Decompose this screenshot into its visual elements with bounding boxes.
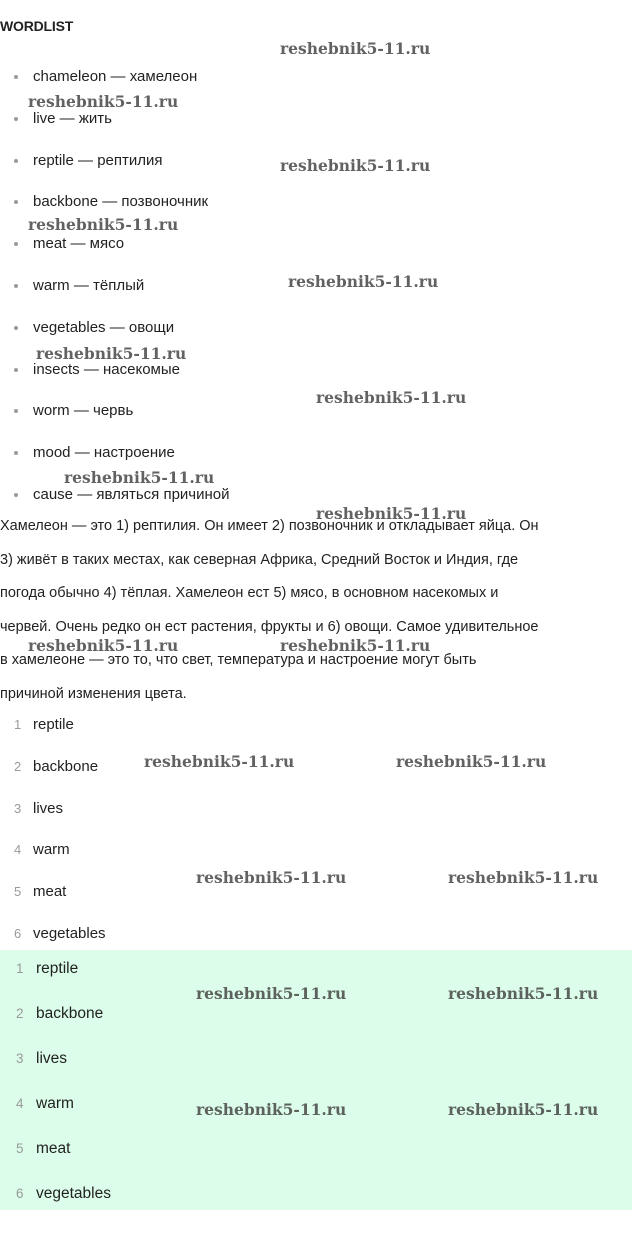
answer-text: lives [33, 799, 64, 817]
bullet-icon [14, 200, 18, 204]
watermark: reshebnik5-11.ru [280, 156, 431, 175]
answer-text: reptile [36, 960, 79, 977]
paragraph-line: погода обычно 4) тёплая. Хамелеон ест 5) мясо, в основном насекомых и [0, 585, 499, 602]
answer-number: 6 [16, 1186, 24, 1201]
watermark: reshebnik5-11.ru [396, 752, 547, 771]
watermark: reshebnik5-11.ru [28, 215, 179, 234]
answer-number: 1 [16, 961, 24, 976]
bullet-icon [14, 75, 18, 79]
answer-item [0, 705, 106, 747]
bullet-icon [14, 368, 18, 372]
bullet-icon [14, 242, 18, 246]
answer-text: warm [36, 1095, 74, 1112]
watermark: reshebnik5-11.ru [196, 868, 347, 887]
answer-item [0, 830, 106, 872]
answer-text: backbone [36, 1005, 104, 1022]
answer-text: vegetables [33, 924, 106, 942]
paragraph-line: червей. Очень редко он ест растения, фрукты и 6) овощи. Самое удивительное [0, 618, 539, 635]
translation-paragraph [0, 510, 632, 712]
answer-number: 1 [14, 717, 22, 732]
bullet-icon [14, 326, 18, 330]
paragraph-line: в хамелеоне — это то, что свет, температура и настроение могут быть [0, 652, 477, 669]
answer-item [0, 995, 111, 1040]
watermark: reshebnik5-11.ru [196, 1100, 347, 1119]
paragraph-line: причиной изменения цвета. [0, 685, 187, 702]
answer-item [0, 1175, 111, 1220]
answer-text: warm [33, 841, 70, 859]
bullet-icon [14, 409, 18, 413]
list-item [0, 271, 230, 313]
answer-text: meat [33, 883, 67, 901]
answer-item [0, 789, 106, 831]
bullet-icon [14, 493, 18, 497]
bullet-icon [14, 451, 18, 455]
watermark: reshebnik5-11.ru [36, 344, 187, 363]
list-item-text: warm — тёплый [33, 276, 145, 294]
watermark: reshebnik5-11.ru [144, 752, 295, 771]
list-item-text: reptile — рептилия [33, 151, 163, 169]
answer-number: 3 [14, 800, 22, 816]
page-title: WORDLIST [0, 18, 74, 34]
list-item-text: worm — червь [33, 402, 134, 420]
answer-number: 5 [16, 1141, 24, 1156]
paragraph-line: 3) живёт в таких местах, как северная Африка, Средний Восток и Индия, где [0, 551, 519, 568]
answer-number: 3 [16, 1051, 24, 1066]
list-item [0, 229, 230, 271]
answer-item [0, 1040, 111, 1085]
watermark: reshebnik5-11.ru [196, 984, 347, 1003]
answer-number: 5 [14, 884, 22, 900]
answer-number: 4 [16, 1096, 24, 1111]
answer-number: 6 [14, 925, 22, 941]
answer-item [0, 1130, 111, 1175]
watermark: reshebnik5-11.ru [448, 1100, 599, 1119]
answer-text: meat [36, 1140, 71, 1157]
paragraph-line: Хамелеон — это 1) рептилия. Он имеет 2) позвоночник и откладывает яйца. Он [0, 518, 539, 534]
watermark: reshebnik5-11.ru [316, 504, 467, 523]
answer-text: backbone [33, 757, 99, 775]
list-item-text: insects — насекомые [33, 360, 180, 378]
watermark: reshebnik5-11.ru [448, 984, 599, 1003]
highlighted-answer-list [0, 950, 111, 1220]
answer-item [0, 1085, 111, 1130]
list-item [0, 396, 230, 438]
answer-number: 4 [14, 842, 22, 858]
answer-text: vegetables [36, 1185, 111, 1202]
list-item-text: backbone — позвоночник [33, 193, 209, 211]
list-item-text: live — жить [33, 109, 112, 127]
bullet-icon [14, 284, 18, 288]
list-item [0, 146, 230, 188]
answer-item [0, 872, 106, 914]
watermark: reshebnik5-11.ru [28, 92, 179, 111]
watermark: reshebnik5-11.ru [448, 868, 599, 887]
watermark: reshebnik5-11.ru [28, 636, 179, 655]
list-item-text: mood — настроение [33, 444, 175, 462]
watermark: reshebnik5-11.ru [280, 39, 431, 58]
answer-item [0, 950, 111, 995]
list-item-text: meat — мясо [33, 235, 125, 253]
answer-item [0, 747, 106, 789]
bullet-icon [14, 117, 18, 121]
wordlist [0, 62, 230, 522]
watermark: reshebnik5-11.ru [64, 468, 215, 487]
answer-list [0, 705, 106, 956]
list-item-text: cause — являться причиной [33, 485, 230, 503]
list-item-text: chameleon — хамелеон [33, 68, 198, 85]
answer-number: 2 [16, 1006, 24, 1021]
answer-text: lives [36, 1050, 68, 1067]
watermark: reshebnik5-11.ru [288, 272, 439, 291]
answer-text: reptile [33, 716, 74, 733]
bullet-icon [14, 159, 18, 163]
watermark: reshebnik5-11.ru [316, 388, 467, 407]
answer-number: 2 [14, 758, 22, 774]
list-item-text: vegetables — овощи [33, 318, 175, 336]
watermark: reshebnik5-11.ru [280, 636, 431, 655]
